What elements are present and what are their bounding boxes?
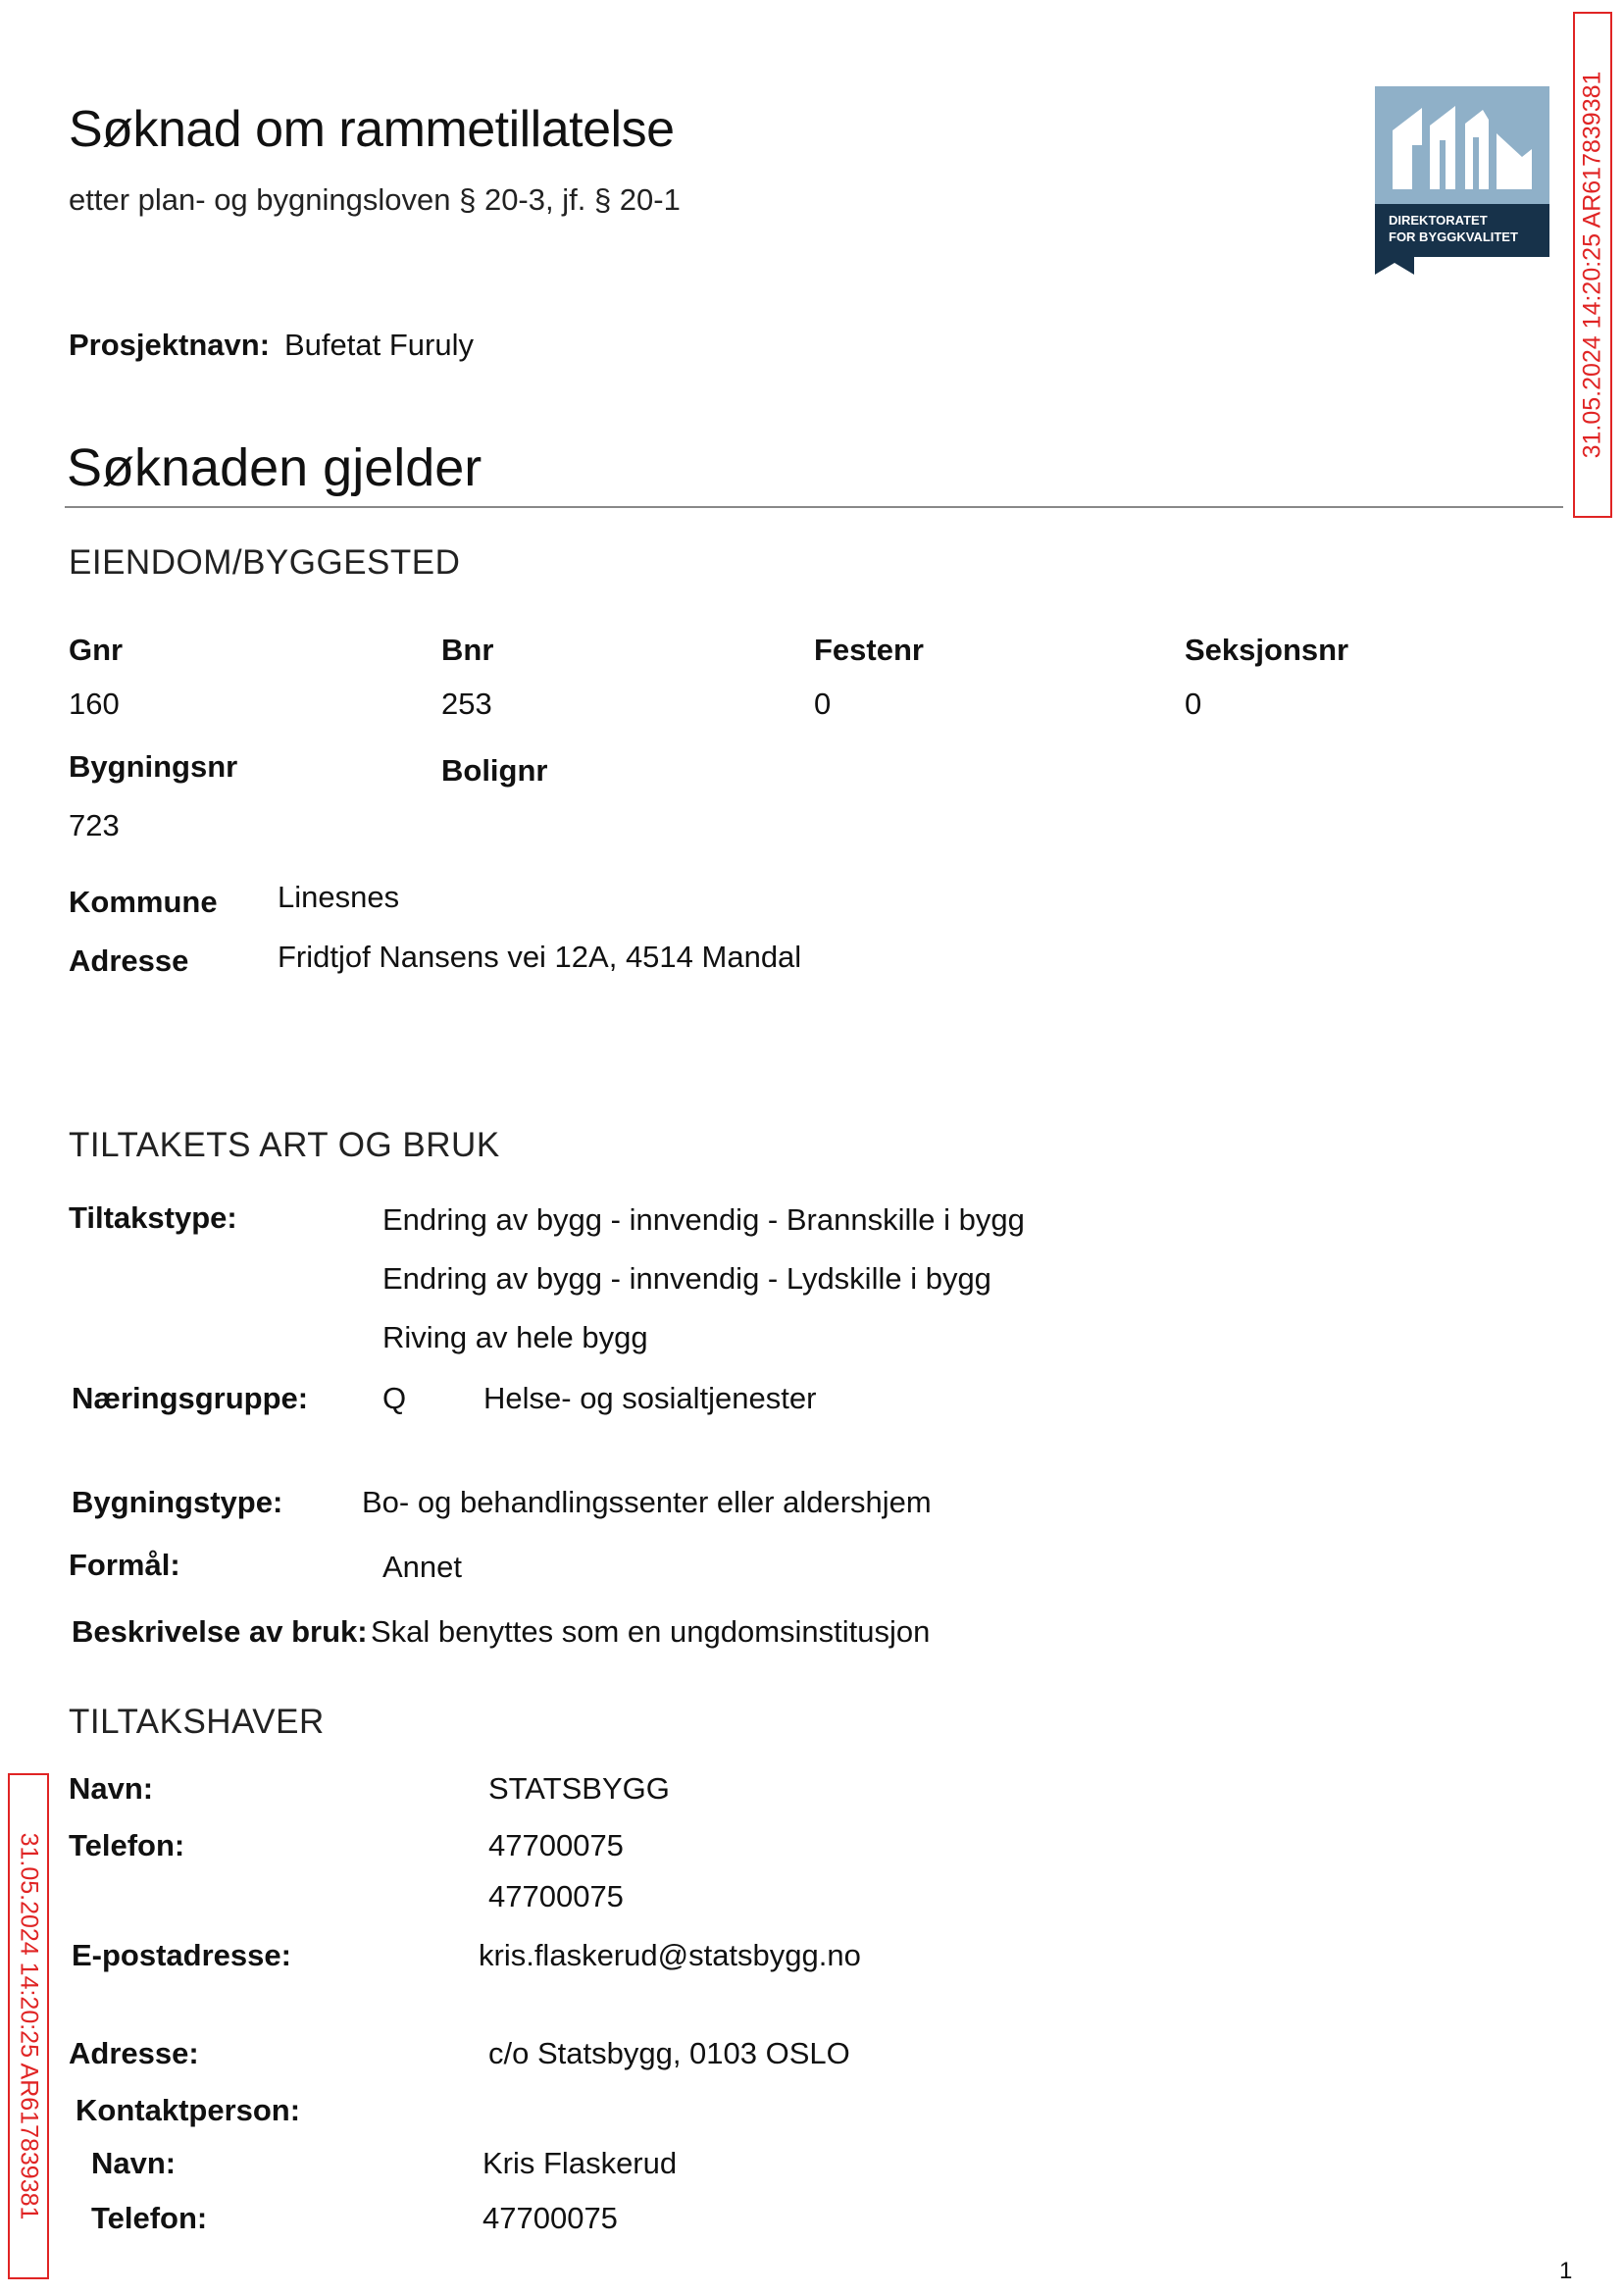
epost-label: E-postadresse: [72, 1938, 291, 1972]
property-heading: EIENDOM/BYGGESTED [69, 543, 461, 582]
tiltakshaver-heading: TILTAKSHAVER [69, 1703, 325, 1741]
kontakt-telefon-value: 47700075 [482, 2201, 618, 2235]
bnr-label: Bnr [441, 633, 494, 667]
svg-text:DIREKTORATET: DIREKTORATET [1389, 213, 1488, 228]
tiltakstype-item: Endring av bygg - innvendig - Brannskille i bygg [382, 1202, 1025, 1237]
dibk-logo [1375, 86, 1549, 275]
timestamp-stamp-left [8, 1773, 49, 2279]
svg-text:FOR BYGGKVALITET: FOR BYGGKVALITET [1389, 229, 1518, 244]
seksjonsnr-value: 0 [1185, 687, 1202, 721]
adresse-value: c/o Statsbygg, 0103 OSLO [488, 2036, 850, 2070]
document-subtitle: etter plan- og bygningsloven § 20-3, jf. § 20-1 [69, 182, 681, 217]
navn-value: STATSBYGG [488, 1771, 670, 1806]
telefon-value: 47700075 [488, 1828, 624, 1862]
bygningstype-value: Bo- og behandlingssenter eller aldershjem [362, 1485, 932, 1519]
kontakt-navn-value: Kris Flaskerud [482, 2146, 678, 2180]
naeringsgruppe-code: Q [382, 1381, 407, 1415]
beskrivelse-value: Skal benyttes som en ungdomsinstitusjon [371, 1614, 931, 1649]
section-title: Søknaden gjelder [67, 438, 482, 497]
dibk-logo-icon [1375, 86, 1549, 275]
formal-value: Annet [382, 1550, 463, 1584]
beskrivelse-label: Beskrivelse av bruk: [72, 1614, 368, 1649]
stamp-text: 31.05.2024 14:20:25 AR617839381 [1578, 71, 1606, 459]
adresse-value: Fridtjof Nansens vei 12A, 4514 Mandal [278, 940, 802, 974]
seksjonsnr-label: Seksjonsnr [1185, 633, 1349, 667]
kontaktperson-label: Kontaktperson: [76, 2093, 301, 2127]
project-label: Prosjektnavn: [69, 328, 271, 362]
gnr-value: 160 [69, 687, 120, 721]
document-title: Søknad om rammetillatelse [69, 101, 675, 158]
kommune-label: Kommune [69, 885, 218, 919]
bnr-value: 253 [441, 687, 492, 721]
bygningstype-label: Bygningstype: [72, 1485, 283, 1519]
bygningsnr-value: 723 [69, 808, 120, 842]
kontakt-navn-label: Navn: [91, 2146, 177, 2180]
page-number: 1 [1559, 2258, 1573, 2284]
gnr-label: Gnr [69, 633, 124, 667]
kommune-value: Linesnes [278, 880, 400, 914]
festenr-label: Festenr [814, 633, 924, 667]
tiltakstype-item: Riving av hele bygg [382, 1320, 648, 1354]
formal-label: Formål: [69, 1548, 180, 1582]
navn-label: Navn: [69, 1771, 154, 1806]
tiltakstype-item: Endring av bygg - innvendig - Lydskille i bygg [382, 1261, 991, 1296]
epost-value: kris.flaskerud@statsbygg.no [479, 1938, 861, 1972]
stamp-text: 31.05.2024 14:20:25 AR617839381 [15, 1832, 43, 2220]
naeringsgruppe-text: Helse- og sosialtjenester [483, 1381, 817, 1415]
bolignr-label: Bolignr [441, 753, 548, 788]
bygningsnr-label: Bygningsnr [69, 749, 238, 784]
kontakt-telefon-label: Telefon: [91, 2201, 208, 2235]
tiltak-heading: TILTAKETS ART OG BRUK [69, 1126, 500, 1164]
tiltakstype-label: Tiltakstype: [69, 1200, 237, 1235]
naeringsgruppe-label: Næringsgruppe: [72, 1381, 309, 1415]
timestamp-stamp-right [1573, 12, 1612, 518]
telefon-value-2: 47700075 [488, 1879, 624, 1913]
adresse-label: Adresse [69, 943, 189, 978]
telefon-label: Telefon: [69, 1828, 185, 1862]
project-value: Bufetat Furuly [284, 328, 474, 362]
section-divider [65, 506, 1563, 508]
adresse-label: Adresse: [69, 2036, 199, 2070]
festenr-value: 0 [814, 687, 832, 721]
